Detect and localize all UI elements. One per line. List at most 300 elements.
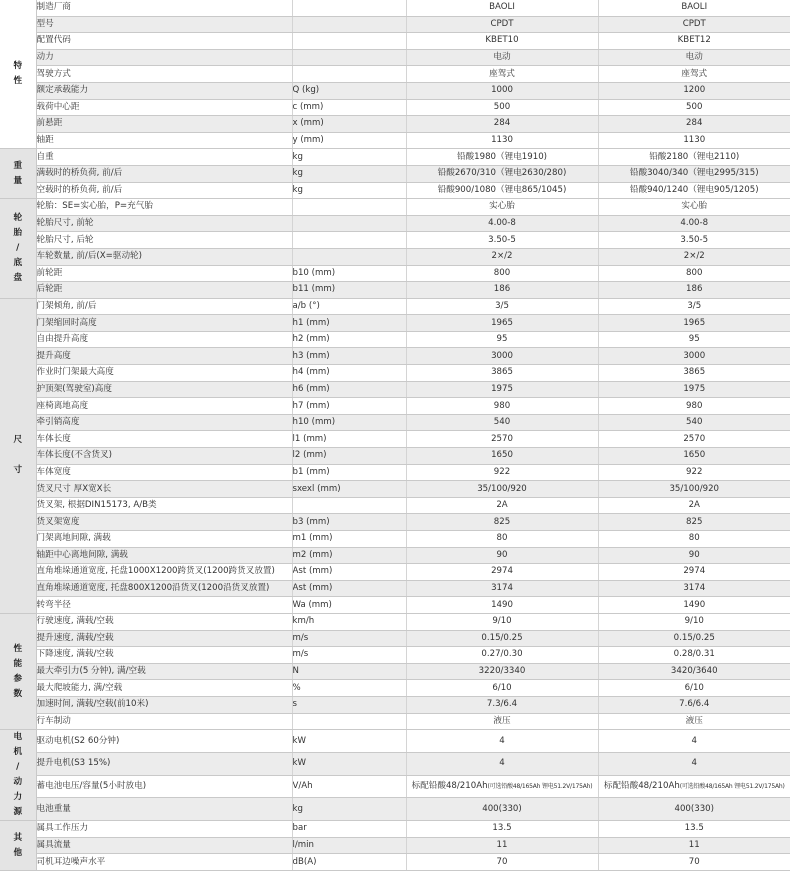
spec-unit	[292, 431, 406, 448]
spec-label-text: 前轮距	[36, 267, 63, 278]
spec-label	[36, 821, 292, 838]
spec-label-text: 自由提升高度	[36, 334, 89, 345]
value-kbet12-text: 186	[686, 284, 703, 295]
spec-unit-text: h7 (mm)	[292, 400, 330, 411]
value-kbet12-text: 铅酸2180（锂电2110)	[649, 151, 740, 162]
spec-label	[36, 381, 292, 398]
spec-unit	[292, 248, 406, 265]
value-kbet12	[598, 680, 790, 697]
spec-unit-text: %	[292, 682, 301, 693]
value-kbet12-text: 7.6/6.4	[679, 699, 710, 710]
value-kbet12	[598, 564, 790, 581]
value-kbet10	[406, 837, 598, 854]
spec-label	[36, 116, 292, 133]
value-kbet12	[598, 663, 790, 680]
spec-row	[0, 713, 790, 730]
value-kbet10-text: 6/10	[492, 682, 512, 693]
value-kbet12	[598, 381, 790, 398]
spec-label-text: 货叉尺寸 厚X宽X长	[36, 483, 112, 494]
value-kbet12	[598, 365, 790, 382]
value-kbet12-text: 2×/2	[683, 251, 705, 262]
value-kbet10-text: 3/5	[495, 300, 509, 311]
value-kbet12	[598, 647, 790, 664]
spec-unit	[292, 0, 406, 16]
value-kbet10	[406, 481, 598, 498]
spec-label-text: 驾驶方式	[36, 68, 71, 79]
spec-row	[0, 381, 790, 398]
value-kbet10-text: 1965	[491, 317, 513, 328]
spec-row	[0, 33, 790, 50]
spec-unit-text: kg	[292, 168, 303, 179]
value-kbet10	[406, 564, 598, 581]
spec-row	[0, 752, 790, 775]
spec-unit-text: km/h	[292, 616, 315, 627]
value-kbet10	[406, 775, 598, 798]
value-kbet10	[406, 99, 598, 116]
spec-label-text: 提升高度	[36, 350, 71, 361]
value-kbet12	[598, 580, 790, 597]
spec-row	[0, 199, 790, 216]
spec-row	[0, 248, 790, 265]
value-kbet10	[406, 298, 598, 315]
spec-unit	[292, 232, 406, 249]
spec-unit	[292, 630, 406, 647]
spec-label	[36, 348, 292, 365]
spec-label-text: 司机耳边噪声水平	[36, 856, 106, 867]
spec-unit	[292, 282, 406, 299]
spec-unit	[292, 298, 406, 315]
value-kbet12-text: 2974	[683, 566, 706, 577]
spec-unit	[292, 165, 406, 182]
spec-unit	[292, 82, 406, 99]
value-kbet10	[406, 630, 598, 647]
value-kbet10-text: 3174	[491, 583, 513, 594]
spec-unit-text: b1 (mm)	[292, 466, 330, 477]
value-kbet10-text: 座驾式	[489, 68, 515, 79]
spec-row	[0, 215, 790, 232]
spec-label-text: 车体宽度	[36, 466, 71, 477]
spec-label-text: 转弯半径	[36, 599, 71, 610]
spec-unit	[292, 580, 406, 597]
spec-label	[36, 798, 292, 821]
value-kbet12	[598, 331, 790, 348]
value-kbet12-text: 500	[686, 101, 703, 112]
spec-label	[36, 547, 292, 564]
spec-unit-text: dB(A)	[292, 856, 317, 867]
value-kbet12-text: 3.50-5	[680, 234, 709, 245]
value-kbet10-text: 7.3/6.4	[486, 699, 518, 710]
spec-unit	[292, 752, 406, 775]
value-kbet12	[598, 630, 790, 647]
spec-label-text: 牵引销高度	[36, 417, 80, 428]
spec-unit-text: bar	[292, 823, 307, 834]
value-kbet12	[598, 282, 790, 299]
value-kbet12-text: BAOLI	[681, 2, 708, 13]
value-kbet10	[406, 365, 598, 382]
spec-label-text: 直角堆垛通道宽度, 托盘1000X1200跨货叉(1200跨货叉放置)	[36, 566, 275, 577]
spec-unit	[292, 381, 406, 398]
value-kbet10-text: 电动	[493, 52, 511, 63]
spec-unit-text: h1 (mm)	[292, 317, 330, 328]
spec-label-text: 门架离地间隙, 满载	[36, 533, 111, 544]
spec-unit	[292, 798, 406, 821]
spec-label	[36, 531, 292, 548]
spec-label	[36, 132, 292, 149]
spec-unit-text: b10 (mm)	[292, 267, 336, 278]
spec-unit	[292, 16, 406, 33]
spec-row	[0, 613, 790, 630]
spec-label	[36, 854, 292, 871]
value-kbet12-text: 3420/3640	[670, 666, 718, 677]
spec-label-text: 货叉架宽度	[36, 516, 80, 527]
value-kbet10-text: KBET10	[485, 35, 519, 46]
section-title: 性 能 参 数	[0, 613, 36, 729]
value-kbet10-text: 540	[493, 417, 511, 428]
value-kbet10-text: CPDT	[490, 18, 514, 29]
spec-unit	[292, 132, 406, 149]
spec-label	[36, 580, 292, 597]
value-kbet10-text: 800	[493, 267, 511, 278]
spec-unit-text: l/min	[292, 840, 314, 851]
spec-row	[0, 0, 790, 16]
value-kbet12	[598, 66, 790, 83]
spec-label-text: 动力	[36, 52, 54, 63]
spec-unit-text: kg	[292, 803, 303, 814]
value-kbet12-text: 6/10	[684, 682, 704, 693]
spec-unit-text: s	[292, 699, 297, 710]
spec-row	[0, 464, 790, 481]
spec-row	[0, 564, 790, 581]
spec-unit-text: h10 (mm)	[292, 417, 336, 428]
value-kbet12-text: 90	[688, 549, 700, 560]
value-kbet12-text: 4	[691, 758, 697, 769]
value-kbet10	[406, 398, 598, 415]
spec-label	[36, 149, 292, 166]
spec-unit	[292, 66, 406, 83]
value-kbet10	[406, 531, 598, 548]
spec-unit-text: m/s	[292, 649, 309, 660]
spec-label-text: 额定承载能力	[36, 85, 89, 96]
value-kbet10	[406, 149, 598, 166]
value-kbet10-text: 35/100/920	[477, 483, 527, 494]
value-kbet12-text: 980	[686, 400, 703, 411]
value-kbet10-text: 400(330)	[482, 803, 522, 814]
spec-unit	[292, 837, 406, 854]
value-kbet10	[406, 0, 598, 16]
value-kbet10	[406, 464, 598, 481]
value-kbet12	[598, 497, 790, 514]
spec-label	[36, 597, 292, 614]
value-kbet12-text: 1200	[683, 85, 706, 96]
spec-row	[0, 663, 790, 680]
spec-label	[36, 215, 292, 232]
spec-unit	[292, 647, 406, 664]
spec-unit	[292, 696, 406, 713]
spec-unit	[292, 414, 406, 431]
spec-row	[0, 680, 790, 697]
value-kbet12	[598, 431, 790, 448]
value-kbet10-note: (可选铅酸48/165Ah 锂电51.2V/175Ah)	[487, 783, 593, 790]
value-kbet10-text: 70	[496, 856, 508, 867]
spec-label-text: 行车制动	[36, 715, 71, 726]
value-kbet10	[406, 232, 598, 249]
spec-label	[36, 298, 292, 315]
value-kbet10-text: 825	[493, 516, 511, 527]
value-kbet10-text: 铅酸2670/310（锂电2630/280)	[437, 168, 567, 179]
value-kbet10-text: 1650	[491, 450, 513, 461]
spec-unit-text: V/Ah	[292, 781, 313, 791]
value-kbet10	[406, 33, 598, 50]
spec-label-text: 后轮距	[36, 284, 63, 295]
value-kbet10-text: 95	[496, 334, 508, 345]
spec-unit-text: m1 (mm)	[292, 533, 333, 544]
spec-label	[36, 497, 292, 514]
spec-unit-text: h2 (mm)	[292, 334, 330, 345]
spec-label-text: 门架缩回时高度	[36, 317, 97, 328]
value-kbet12	[598, 775, 790, 798]
spec-unit	[292, 663, 406, 680]
value-kbet10-text: 液压	[493, 715, 511, 726]
spec-unit	[292, 713, 406, 730]
value-kbet12-text: 2570	[683, 433, 706, 444]
spec-row	[0, 696, 790, 713]
value-kbet12-text: KBET12	[677, 35, 711, 46]
value-kbet10-text: 11	[496, 840, 508, 851]
value-kbet10	[406, 331, 598, 348]
value-kbet10-text: 3000	[491, 350, 513, 361]
value-kbet12-text: 3174	[683, 583, 706, 594]
spec-label	[36, 398, 292, 415]
spec-label-text: 电池重量	[36, 803, 71, 814]
value-kbet12-text: 电动	[685, 52, 703, 63]
spec-label	[36, 82, 292, 99]
section-title: 轮 胎 / 底 盘	[0, 199, 36, 299]
spec-label-text: 护顶架(驾驶室)高度	[36, 383, 112, 394]
spec-unit-text: Ast (mm)	[292, 583, 333, 594]
value-kbet12	[598, 531, 790, 548]
spec-label	[36, 630, 292, 647]
spec-label	[36, 448, 292, 465]
value-kbet10	[406, 16, 598, 33]
value-kbet10-text: 980	[493, 400, 511, 411]
spec-row	[0, 16, 790, 33]
spec-unit-text: h3 (mm)	[292, 350, 330, 361]
value-kbet12	[598, 448, 790, 465]
spec-label-text: 下降速度, 满载/空载	[36, 649, 114, 660]
spec-label	[36, 232, 292, 249]
spec-row	[0, 630, 790, 647]
value-kbet10-text: 2×/2	[491, 251, 513, 262]
spec-unit	[292, 497, 406, 514]
spec-unit	[292, 680, 406, 697]
value-kbet12	[598, 82, 790, 99]
value-kbet12-text: 0.28/0.31	[673, 649, 715, 660]
value-kbet10-text: 铅酸1980（锂电1910)	[456, 151, 548, 162]
spec-label	[36, 66, 292, 83]
spec-unit	[292, 481, 406, 498]
spec-label-text: 属具工作压力	[36, 823, 89, 834]
spec-row	[0, 448, 790, 465]
value-kbet12	[598, 398, 790, 415]
value-kbet10	[406, 798, 598, 821]
value-kbet12-text: 实心胎	[681, 201, 708, 212]
spec-label-text: 载荷中心距	[36, 101, 80, 112]
spec-label	[36, 730, 292, 753]
spec-unit-text: x (mm)	[292, 118, 324, 129]
value-kbet10	[406, 414, 598, 431]
value-kbet12	[598, 149, 790, 166]
value-kbet12-text: 95	[688, 334, 700, 345]
value-kbet12-text: 铅酸940/1240（锂电905/1205)	[629, 184, 759, 195]
spec-label-text: 车体长度(不含货叉)	[36, 450, 112, 461]
spec-label	[36, 16, 292, 33]
spec-row	[0, 531, 790, 548]
value-kbet12	[598, 481, 790, 498]
spec-label-text: 轮胎：SE=实心胎，P=充气胎	[36, 201, 153, 212]
value-kbet12-text: 922	[686, 466, 703, 477]
value-kbet10-text: BAOLI	[489, 2, 515, 13]
value-kbet12-text: 标配铅酸48/210Ah	[603, 781, 680, 791]
spec-unit-text: kg	[292, 151, 303, 162]
value-kbet10-text: 3865	[491, 367, 513, 378]
value-kbet10	[406, 696, 598, 713]
spec-row	[0, 775, 790, 798]
spec-unit-text: l1 (mm)	[292, 433, 327, 444]
spec-row	[0, 514, 790, 531]
spec-label	[36, 775, 292, 798]
spec-label	[36, 331, 292, 348]
spec-label-text: 配置代码	[36, 35, 71, 46]
spec-row	[0, 49, 790, 66]
spec-label-text: 提升速度, 满载/空载	[36, 632, 114, 643]
value-kbet10-text: 922	[493, 466, 511, 477]
spec-label-text: 驱动电机(S2 60分钟)	[36, 735, 120, 746]
value-kbet10-text: 2A	[496, 500, 508, 511]
spec-label	[36, 315, 292, 332]
value-kbet10	[406, 381, 598, 398]
spec-label-text: 空载时的桥负荷, 前/后	[36, 184, 123, 195]
spec-unit-text: kW	[292, 758, 306, 769]
spec-unit	[292, 33, 406, 50]
value-kbet12-text: 1130	[683, 135, 706, 146]
section-title: 特 性	[0, 0, 36, 149]
section-title: 电 机 / 动 力 源	[0, 730, 36, 821]
value-kbet10	[406, 265, 598, 282]
spec-label	[36, 713, 292, 730]
value-kbet10-text: 500	[493, 101, 511, 112]
value-kbet12-text: 3/5	[687, 300, 702, 311]
spec-unit	[292, 514, 406, 531]
value-kbet10	[406, 547, 598, 564]
value-kbet10	[406, 165, 598, 182]
spec-row	[0, 798, 790, 821]
spec-row	[0, 497, 790, 514]
spec-label	[36, 613, 292, 630]
value-kbet12-text: 铅酸3040/340（锂电2995/315)	[629, 168, 759, 179]
value-kbet12-text: 座驾式	[681, 68, 708, 79]
value-kbet12	[598, 199, 790, 216]
spec-label-text: 座椅离地高度	[36, 400, 89, 411]
value-kbet12-text: 液压	[685, 715, 703, 726]
spec-row	[0, 165, 790, 182]
spec-unit-text: kg	[292, 184, 303, 195]
value-kbet10-text: 4.00-8	[488, 218, 516, 229]
spec-label	[36, 265, 292, 282]
value-kbet10-text: 13.5	[492, 823, 512, 834]
value-kbet12	[598, 165, 790, 182]
spec-label	[36, 248, 292, 265]
spec-unit-text: Q (kg)	[292, 85, 320, 96]
spec-row	[0, 116, 790, 133]
section-title: 其 他	[0, 821, 36, 871]
value-kbet12	[598, 798, 790, 821]
spec-row	[0, 315, 790, 332]
value-kbet10	[406, 116, 598, 133]
spec-label	[36, 365, 292, 382]
spec-unit-text: m/s	[292, 632, 309, 643]
spec-unit	[292, 149, 406, 166]
spec-label-text: 属具流量	[36, 840, 71, 851]
spec-label-text: 轴距	[36, 135, 54, 146]
spec-label-text: 最大爬坡能力, 满/空载	[36, 682, 123, 693]
value-kbet10-text: 1130	[491, 135, 513, 146]
value-kbet12	[598, 730, 790, 753]
value-kbet12	[598, 752, 790, 775]
spec-unit-text: N	[292, 666, 299, 677]
spec-label	[36, 514, 292, 531]
spec-label	[36, 481, 292, 498]
value-kbet12	[598, 99, 790, 116]
spec-unit	[292, 775, 406, 798]
spec-unit	[292, 315, 406, 332]
value-kbet12	[598, 713, 790, 730]
spec-row	[0, 580, 790, 597]
value-kbet10	[406, 821, 598, 838]
spec-unit	[292, 116, 406, 133]
value-kbet10-text: 0.27/0.30	[481, 649, 523, 660]
value-kbet12	[598, 0, 790, 16]
spec-row	[0, 282, 790, 299]
spec-label-text: 作业时门架最大高度	[36, 367, 114, 378]
spec-unit-text: h4 (mm)	[292, 367, 330, 378]
spec-unit	[292, 597, 406, 614]
spec-unit-text: c (mm)	[292, 101, 324, 112]
spec-unit	[292, 99, 406, 116]
value-kbet12	[598, 613, 790, 630]
value-kbet12-text: 35/100/920	[669, 483, 720, 494]
value-kbet12	[598, 696, 790, 713]
value-kbet10	[406, 315, 598, 332]
value-kbet12	[598, 16, 790, 33]
spec-label-text: 车体长度	[36, 433, 71, 444]
spec-row	[0, 365, 790, 382]
value-kbet10	[406, 132, 598, 149]
spec-row	[0, 82, 790, 99]
spec-label-text: 制造厂商	[36, 2, 71, 13]
value-kbet10-text: 2974	[491, 566, 513, 577]
value-kbet12	[598, 464, 790, 481]
value-kbet10	[406, 597, 598, 614]
spec-label-text: 自重	[36, 151, 54, 162]
spec-unit-text: Ast (mm)	[292, 566, 333, 577]
spec-label	[36, 752, 292, 775]
spec-row	[0, 481, 790, 498]
value-kbet12-text: 1490	[683, 599, 706, 610]
spec-unit-text: b3 (mm)	[292, 516, 330, 527]
spec-label-text: 前悬距	[36, 118, 63, 129]
value-kbet10	[406, 854, 598, 871]
value-kbet12-text: 540	[686, 417, 703, 428]
